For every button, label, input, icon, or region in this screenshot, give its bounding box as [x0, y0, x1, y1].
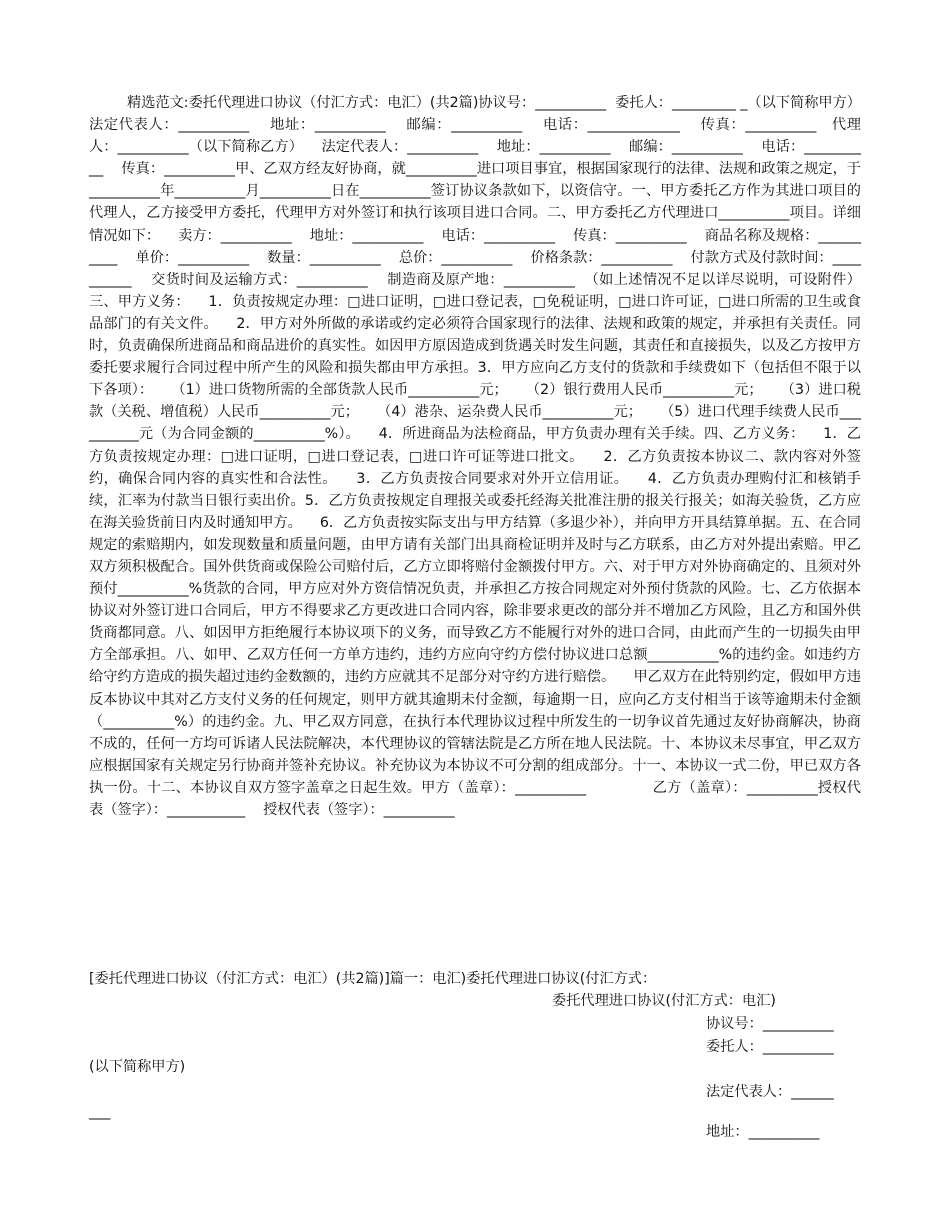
legal-representative-field: 法定代表人：______: [706, 1084, 834, 1100]
blank-underline: ___: [89, 1104, 111, 1120]
party-a-short-name: (以下简称甲方): [89, 1059, 186, 1075]
agreement-body-text: 精选范文:委托代理进口协议（付汇方式：电汇）(共2篇)协议号：__________ 委托人：_________ _（以下简称甲方） 法定代表人：__________ 地址：__________ 邮编：__________ 电话：_____________ 传真：__________ 代理人：__________（以下简称乙方） 法定代表人：__________ 地址：__________ 邮编：__________ 电话：__________ 传真：__________甲、乙双方经友好协商，就__________进口项目事宜，根据国家现行的法律、法规和政策之规定，于__________年__________月__________日在__________签订协议条款如下，以资信守。一、甲方委托乙方作为其进口项目的代理人，乙方接受甲方委托，代理甲方对外签订和执行该项目进口合同。二、甲方委托乙方代理进口__________项目。详细情况如下： 卖方：__________ 地址：__________ 电话：__________ 传真：__________ 商品名称及规格：__________ 单价：__________ 数量：__________ 总价：__________ 价格条款：__________ 付款方式及付款时间：__________ 交货时间及运输方式：__________ 制造商及原产地：__________ （如上述情况不足以详尽说明，可设附件）三、甲方义务： 1．负责按规定办理：□进口证明，□进口登记表，□免税证明，□进口许可证，□进口所需的卫生或食品部门的有关文件。 2．甲方对外所做的承诺或约定必须符合国家现行的法律、法规和政策的规定，并承担有关责任。同时，负责确保所进商品和商品进价的真实性。如因甲方原因造成到货遇关时发生问题，其责任和直接损失，以及乙方按甲方委托要求履行合同过程中所产生的风险和损失都由甲方承担。3．甲方应向乙方支付的货款和手续费如下（包括但不限于以下各项）： （1）进口货物所需的全部货款人民币__________元； （2）银行费用人民币__________元； （3）进口税款（关税、增值税）人民币__________元； （4）港杂、运杂费人民币__________元； （5）进口代理手续费人民币__________元（为合同金额的__________%）。 4．所进商品为法检商品，甲方负责办理有关手续。四、乙方义务： 1．乙方负责按规定办理：□进口证明，□进口登记表，□进口许可证等进口批文。 2．乙方负责按本协议二、款内容对外签约，确保合同内容的真实性和合法性。 3．乙方负责按合同要求对外开立信用证。 4．乙方负责办理购付汇和核销手续，汇率为付款当日银行卖出价。5．乙方负责按规定自理报关或委托经海关批准注册的报关行报关；如海关验货，乙方应在海关验货前日内及时通知甲方。 6．乙方负责按实际支出与甲方结算（多退少补），并向甲方开具结算单据。五、在合同规定的索赔期内，如发现数量和质量问题，由甲方请有关部门出具商检证明并及时与乙方联系，由乙方对外提出索赔。甲乙双方须积极配合。国外供货商或保险公司赔付后，乙方立即将赔付金额拨付甲方。六、对于甲方对外协商确定的、且须对外预付__________%货款的合同，甲方应对外方资信情况负责，并承担乙方按合同规定对外预付货款的风险。七、乙方依据本协议对外签订进口合同后，甲方不得要求乙方更改进口合同内容，除非要求更改的部分并不增加乙方风险，且乙方和国外供货商都同意。八、如因甲方拒绝履行本协议项下的义务，而导致乙方不能履行对外的进口合同，由此而产生的一切损失由甲方全部承担。八、如甲、乙双方任何一方单方违约，违约方应向守约方偿付协议进口总额__________%的违约金。如违约方给守约方造成的损失超过违约金数额的，违约方应就其不足部分对守约方进行赔偿。 甲乙双方在此特别约定，假如甲方违反本协议中其对乙方支付义务的任何规定，则甲方就其逾期未付金额，每逾期一日，应向乙方支付相当于该等逾期未付金额（__________%）的违约金。九、甲乙双方同意，在执行本代理协议过程中所发生的一切争议首先通过友好协商解决，协商不成的，任何一方均可诉诸人民法院解决，本代理协议的管辖法院是乙方所在地人民法院。十、本协议未尽事宜，甲乙双方应根据国家有关规定另行协商并签补充协议。补充协议为本协议不可分割的组成部分。十一、本协议一式二份，甲已双方各执一份。十二、本协议自双方签字盖章之日起生效。甲方（盖章）：__________ 乙方（盖章）：__________授权代表（签字）：___________ 授权代表（签字）：__________: [89, 95, 880, 818]
address-field: 地址：__________: [706, 1124, 820, 1140]
client-field: 委托人：__________: [706, 1039, 834, 1055]
agreement-number-field: 协议号：__________: [706, 1016, 834, 1032]
section-bracket-title: [委托代理进口协议（付汇方式：电汇）(共2篇)]篇一：电汇)委托代理进口协议(付汇方式：: [89, 971, 657, 987]
agreement-title: 委托代理进口协议(付汇方式：电汇): [552, 993, 776, 1009]
